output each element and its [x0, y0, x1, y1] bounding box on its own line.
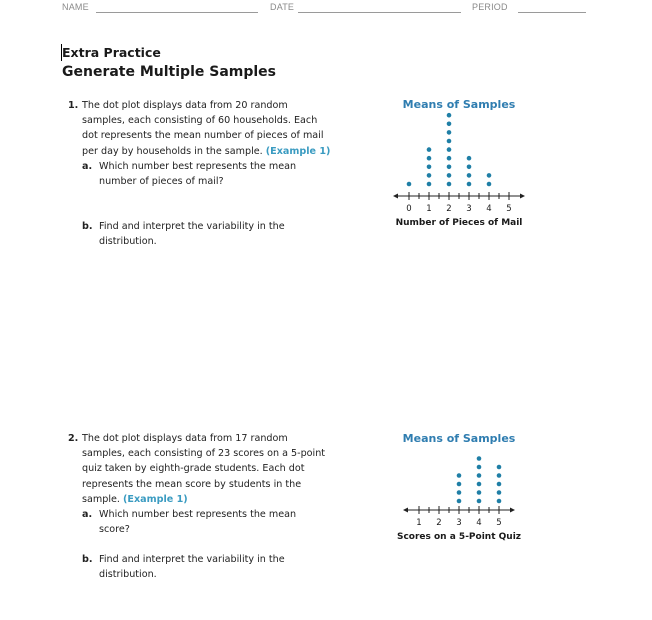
dot-plot-1-svg — [390, 94, 535, 234]
dot-plot-1-dot — [447, 156, 452, 161]
dot-plot-1-dot — [427, 173, 432, 178]
dot-plot-1-dot — [447, 182, 452, 187]
problem-1a-line-2: number of pieces of mail? — [99, 176, 224, 188]
problem-1-line-4: per day by households in the sample. — [82, 145, 263, 157]
dot-plot-2-dot — [477, 490, 482, 495]
dot-plot-1-dot — [447, 165, 452, 170]
dot-plot-1-tick-label: 0 — [406, 204, 412, 214]
dot-plot-1-dot — [447, 113, 452, 118]
date-label: DATE — [270, 2, 295, 12]
problem-2-example-link[interactable]: (Example 1) — [123, 493, 188, 505]
dot-plot-2-axis-arrow-right — [510, 508, 515, 513]
dot-plot-1-dot — [467, 182, 472, 187]
dot-plot-1-tick-label: 5 — [506, 204, 512, 214]
dot-plot-1-dot — [427, 147, 432, 152]
dot-plot-2-dot — [497, 465, 502, 470]
problem-2-line-3: quiz taken by eighth-grade students. Each dot — [82, 463, 305, 475]
problem-2b-line-2: distribution. — [99, 569, 157, 581]
name-line[interactable] — [96, 12, 258, 13]
dot-plot-2-dot — [497, 473, 502, 478]
dot-plot-2-tick-label: 5 — [496, 518, 502, 528]
problem-2 — [68, 431, 368, 537]
dot-plot-1-dot — [447, 147, 452, 152]
dot-plot-1-dot — [407, 182, 412, 187]
dot-plot-1-dot — [467, 156, 472, 161]
dot-plot-1-axis-arrow-right — [520, 194, 525, 199]
dot-plot-2-title: Means of Samples — [402, 432, 516, 445]
problem-1-line-3: dot represents the mean number of pieces of mail — [82, 130, 324, 142]
page-title: Generate Multiple Samples — [62, 64, 277, 80]
dot-plot-2 — [390, 428, 535, 548]
dot-plot-1-dot — [487, 173, 492, 178]
dot-plot-2-dot — [477, 482, 482, 487]
dot-plot-1-tick-label: 2 — [446, 204, 452, 214]
problem-1b-letter: b. — [82, 221, 93, 232]
problem-1b — [82, 219, 372, 249]
dot-plot-1-dot — [447, 130, 452, 135]
period-line[interactable] — [518, 12, 586, 13]
dot-plot-1-dot — [427, 182, 432, 187]
page-kicker: Extra Practice — [62, 45, 161, 60]
dot-plot-2-dot — [457, 473, 462, 478]
dot-plot-2-dot — [457, 490, 462, 495]
dot-plot-1-tick-label: 1 — [426, 204, 432, 214]
period-label: PERIOD — [472, 2, 508, 12]
problem-2a-letter: a. — [82, 509, 93, 521]
problem-1a-line-1: Which number best represents the mean — [99, 160, 297, 172]
dot-plot-2-dot — [497, 482, 502, 487]
dot-plot-1-dot — [467, 165, 472, 170]
dot-plot-2-dot — [497, 490, 502, 495]
dot-plot-1-x-label: Number of Pieces of Mail — [395, 218, 523, 228]
dot-plot-2-dot — [477, 499, 482, 504]
problem-2-line-4: represents the mean score by students in the — [82, 478, 302, 490]
dot-plot-2-tick-label: 1 — [416, 518, 422, 528]
problem-2-line-5: sample. — [82, 493, 120, 505]
problem-1b-line-1: Find and interpret the variability in the — [99, 221, 285, 232]
dot-plot-2-svg — [390, 428, 535, 548]
dot-plot-1-dot — [447, 173, 452, 178]
dot-plot-1-dot — [447, 122, 452, 127]
dot-plot-1-dot — [487, 182, 492, 187]
dot-plot-2-dot — [477, 456, 482, 461]
problem-1-example-link[interactable]: (Example 1) — [265, 145, 331, 157]
problem-1 — [68, 98, 368, 189]
dot-plot-1-dot — [427, 156, 432, 161]
problem-2-number: 2. — [68, 433, 79, 444]
date-line[interactable] — [298, 12, 461, 13]
dot-plot-2-dot — [457, 499, 462, 504]
dot-plot-2-dot — [477, 473, 482, 478]
problem-2b — [82, 552, 372, 582]
problem-2a-line-1: Which number best represents the mean — [99, 509, 297, 521]
dot-plot-2-tick-label: 2 — [436, 518, 442, 528]
problem-2b-line-1: Find and interpret the variability in the — [99, 554, 285, 565]
dot-plot-2-tick-label: 4 — [476, 518, 482, 528]
problem-1a-letter: a. — [82, 160, 93, 172]
dot-plot-2-axis-arrow-left — [403, 508, 408, 513]
dot-plot-1-dot — [467, 173, 472, 178]
problem-2a-line-2: score? — [99, 524, 130, 536]
dot-plot-2-tick-label: 3 — [456, 518, 462, 528]
problem-2b-letter: b. — [82, 554, 93, 565]
dot-plot-2-x-label: Scores on a 5-Point Quiz — [396, 532, 522, 542]
dot-plot-1-dot — [447, 139, 452, 144]
dot-plot-1-title: Means of Samples — [402, 98, 516, 111]
dot-plot-2-dot — [457, 482, 462, 487]
problem-1-line-1: The dot plot displays data from 20 random — [82, 100, 288, 111]
dot-plot-1-dot — [427, 165, 432, 170]
problem-2-line-1: The dot plot displays data from 17 random — [82, 433, 288, 444]
problem-1-line-2: samples, each consisting of 60 households. Each — [82, 115, 318, 127]
name-label: NAME — [62, 2, 89, 12]
problem-2-line-2: samples, each consisting of 23 scores on a 5-point — [82, 448, 326, 460]
dot-plot-1-tick-label: 4 — [486, 204, 492, 214]
dot-plot-1-tick-label: 3 — [466, 204, 472, 214]
dot-plot-2-dot — [477, 465, 482, 470]
dot-plot-1 — [390, 94, 535, 234]
dot-plot-1-axis-arrow-left — [393, 194, 398, 199]
problem-1-number: 1. — [68, 100, 79, 111]
dot-plot-2-dot — [497, 499, 502, 504]
problem-1b-line-2: distribution. — [99, 236, 157, 248]
